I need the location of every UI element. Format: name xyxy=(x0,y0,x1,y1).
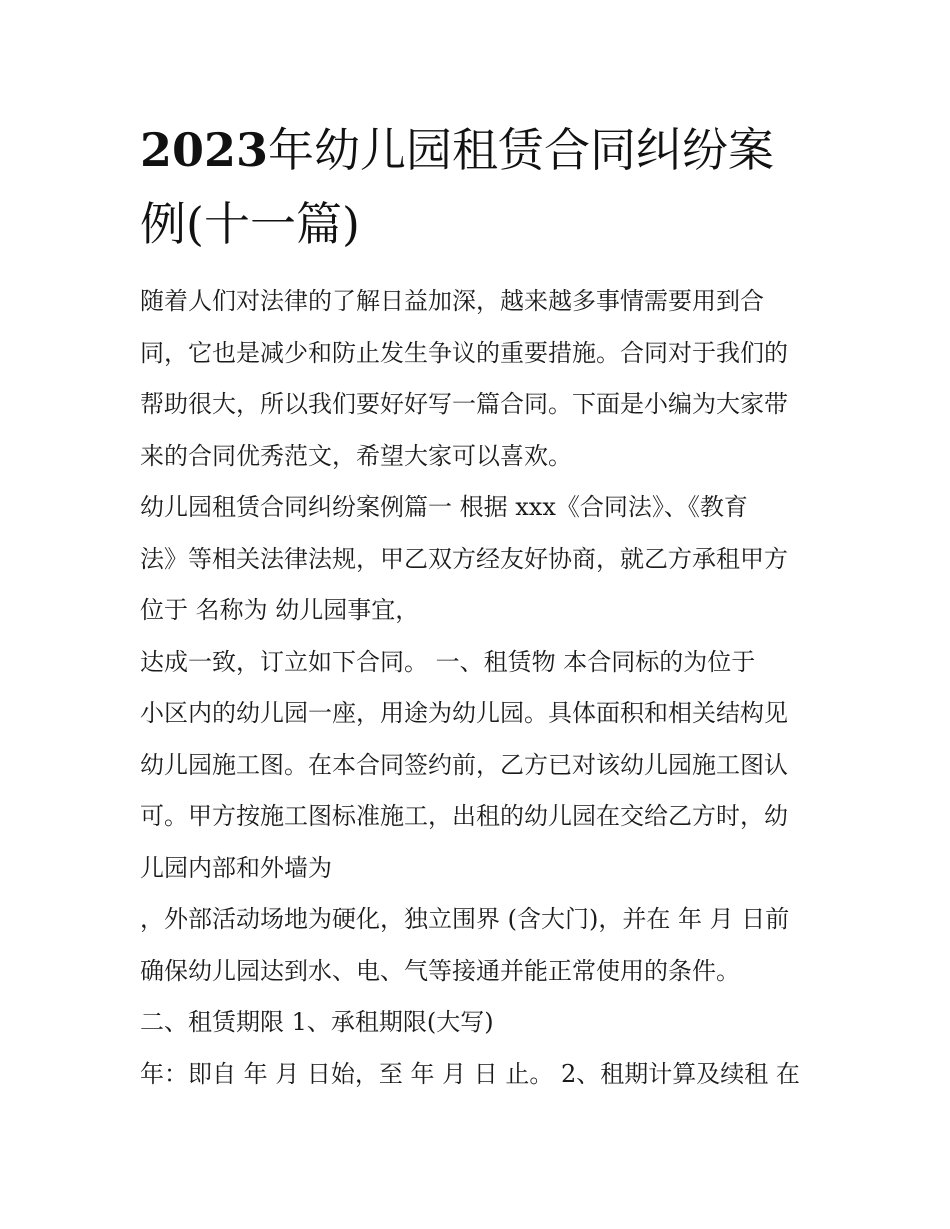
title-line1-text: 年幼儿园租赁合同纠纷案 xyxy=(268,123,775,177)
body-line: 帮助很大，所以我们要好好写一篇合同。下面是小编为大家带 xyxy=(140,390,788,418)
body-line: 儿园内部和外墙为 xyxy=(140,853,332,882)
body-line: 随着人们对法律的了解日益加深，越来越多事情需要用到合 xyxy=(140,287,764,315)
body-line: 二、租赁期限 1、承租期限(大写) xyxy=(140,1008,494,1036)
body-line: 位于 名称为 幼儿园事宜， xyxy=(140,596,420,624)
body-line: 来的合同优秀范文，希望大家可以喜欢。 xyxy=(140,441,572,470)
body-line: 确保幼儿园达到水、电、气等接通并能正常使用的条件。 xyxy=(140,956,740,985)
body-line: 年：即自 年 月 日始，至 年 月 日 止。 2、租期计算及续租 在 xyxy=(140,1059,800,1088)
body-line: 同，它也是减少和防止发生争议的重要措施。合同对于我们的 xyxy=(140,338,788,367)
body-line: 小区内的幼儿园一座，用途为幼儿园。具体面积和相关结构见 xyxy=(140,699,788,727)
document-title xyxy=(140,113,830,261)
body-line: 幼儿园租赁合同纠纷案例篇一 根据 xxx《合同法》、《教育 xyxy=(140,493,748,521)
document-body xyxy=(140,276,830,1100)
body-line: ，外部活动场地为硬化，独立围界 (含大门)，并在 年 月 日前 xyxy=(140,905,790,933)
body-line: 达成一致，订立如下合同。 一、租赁物 本合同标的为位于 xyxy=(140,647,756,676)
body-line: 幼儿园施工图。在本合同签约前，乙方已对该幼儿园施工图认 xyxy=(140,750,788,779)
title-line2-text: 例(十一篇) xyxy=(140,197,360,251)
body-line: 可。甲方按施工图标准施工，出租的幼儿园在交给乙方时，幼 xyxy=(140,802,788,830)
body-line: 法》等相关法律法规，甲乙双方经友好协商，就乙方承租甲方 xyxy=(140,544,788,573)
title-year: 2023 xyxy=(140,123,269,177)
